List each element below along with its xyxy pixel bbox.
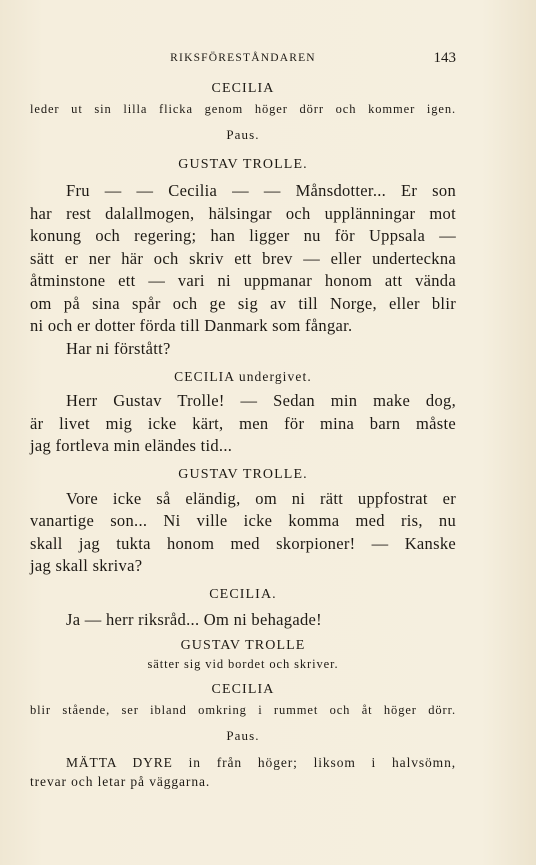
speech-line: Fru — — Cecilia — — Månsdotter... Er son (66, 181, 456, 200)
stage-direction: blir stående, ser ibland omkring i rummet och åt höger dörr. (30, 703, 456, 717)
speech-line: jag fortleva min eländes tid... (30, 436, 233, 455)
speaker-gustav-trolle: GUSTAV TROLLE (180, 638, 306, 653)
running-title: RIKSFÖRESTÅNDAREN (170, 52, 316, 64)
speech-line: jag skall skriva? (30, 556, 143, 575)
speaker-cecilia: CECILIA undergivet. (174, 369, 312, 384)
stage-line: MÄTTA DYRE in från höger; liksom i halvsömn, (66, 755, 456, 770)
page-number: 143 (433, 50, 456, 66)
speaker-gustav-trolle: GUSTAV TROLLE. (178, 157, 308, 172)
speech-line: sätt er ner här och skriv ett brev — eller underteckna (30, 248, 456, 268)
speech-cecilia-1 (30, 390, 456, 458)
speech-line: konung och regering; han ligger nu för Uppsala — (30, 226, 456, 245)
speech-gustav-trolle-2 (30, 488, 456, 578)
pause-direction: Paus. (226, 127, 260, 142)
speaker-gustav-trolle: GUSTAV TROLLE. (178, 466, 308, 482)
speech-line: Herr Gustav Trolle! — Sedan min make dog, (66, 391, 456, 410)
speech-cecilia-2 (30, 609, 456, 632)
speech-line: skall jag tukta honom med skorpioner! — Kanske (30, 533, 456, 553)
page-header (30, 50, 456, 70)
pause-direction: Paus. (226, 728, 260, 743)
speech-line: om på sina spår och ge sig av till Norge, eller blir (30, 293, 456, 313)
stage-line: trevar och letar på väggarna. (30, 774, 211, 789)
speech-line: Har ni förstått? (66, 338, 171, 358)
speech-line: har rest dalallmogen, hälsingar och upplänningar mot (30, 203, 456, 223)
speech-line: Ja — herr riksråd... Om ni behagade! (66, 609, 322, 629)
speaker-cecilia: CECILIA. (209, 586, 277, 602)
page-body (30, 80, 456, 791)
speech-line: vanartige son... Ni ville icke komma med ris, nu (30, 511, 456, 530)
stage-direction: sätter sig vid bordet och skriver. (147, 657, 339, 671)
stage-direction: leder ut sin lilla flicka genom höger dörr och kommer igen. (30, 102, 456, 116)
speaker-cecilia: CECILIA (211, 682, 275, 697)
speech-line: åtminstone ett — vari ni uppmanar honom att vända (30, 271, 456, 290)
speaker-cecilia: CECILIA (211, 81, 275, 96)
speech-line: är livet mig icke kärt, men för mina barn måste (30, 413, 456, 433)
speech-line: Vore icke så eländig, om ni rätt uppfostrat er (66, 488, 456, 508)
stage-direction-entrance (30, 753, 456, 791)
speech-gustav-trolle-1 (30, 180, 456, 360)
speech-line: ni och er dotter förda till Danmark som fångar. (30, 316, 353, 335)
